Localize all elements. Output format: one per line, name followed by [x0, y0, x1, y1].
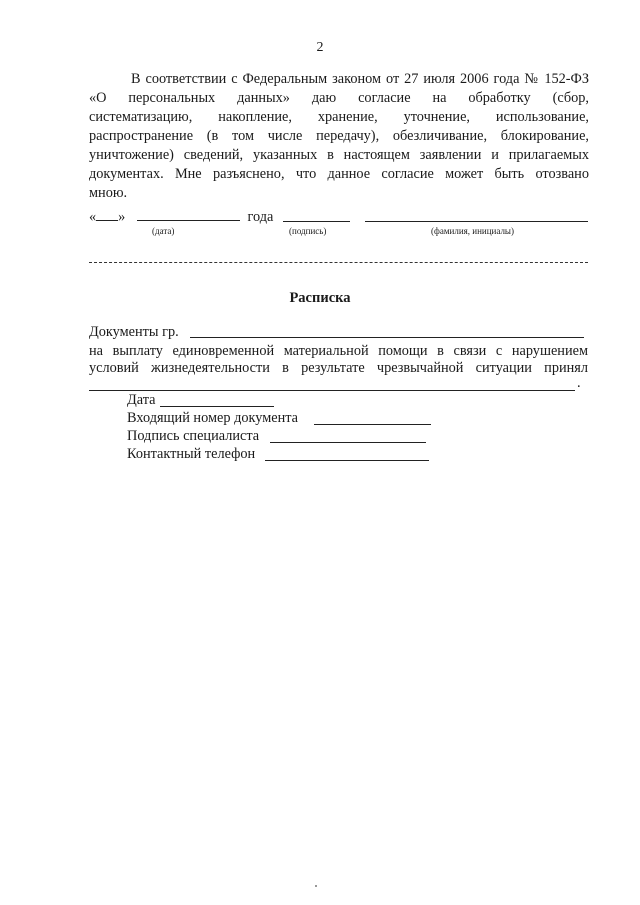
- consent-line: уничтожение) сведений, указанных в настоящем заявлении и прилагаемых: [89, 147, 589, 163]
- signature-caption: (подпись): [289, 226, 327, 236]
- specialist-name-blank[interactable]: [89, 390, 575, 391]
- close-quote: »: [118, 209, 126, 225]
- purpose-line: условий жизнедеятельности в результате чрезвычайной ситуации принял: [89, 360, 588, 376]
- scan-speck: [315, 885, 317, 887]
- page-number: 2: [316, 40, 324, 55]
- field-signature-label: Подпись специалиста: [127, 428, 260, 444]
- consent-paragraph: [89, 70, 589, 203]
- date-caption: (дата): [152, 226, 175, 236]
- cut-line: [89, 262, 588, 263]
- field-number-label: Входящий номер документа: [127, 410, 299, 426]
- documents-row: [89, 324, 179, 341]
- consent-line: В соответствии с Федеральным законом от 27 июля 2006 года № 152-ФЗ: [131, 71, 589, 87]
- consent-line: документах. Мне разъяснено, что данное согласие может быть отозвано: [89, 166, 589, 182]
- name-caption: (фамилия, инициалы): [431, 226, 514, 236]
- end-period: .: [577, 375, 581, 391]
- field-phone-blank[interactable]: [265, 460, 429, 461]
- field-date-label: Дата: [127, 392, 156, 408]
- documents-label: Документы гр.: [89, 324, 179, 340]
- purpose-text: [89, 343, 588, 377]
- month-blank[interactable]: [137, 208, 240, 221]
- consent-line: «О персональных данных» даю согласие на обработку (сбор,: [89, 90, 589, 106]
- year-word: года: [247, 209, 274, 225]
- date-field: [89, 208, 273, 226]
- open-quote: «: [89, 209, 97, 225]
- field-date-blank[interactable]: [160, 406, 274, 407]
- name-blank[interactable]: [365, 221, 588, 222]
- consent-line: систематизацию, накопление, хранение, уточнение, использование,: [89, 109, 589, 125]
- receipt-title: Расписка: [289, 290, 351, 306]
- field-phone-label: Контактный телефон: [127, 446, 256, 462]
- consent-line: распространение (в том числе передачу), обезличивание, блокирование,: [89, 128, 589, 144]
- citizen-name-blank[interactable]: [190, 337, 584, 338]
- field-signature-blank[interactable]: [270, 442, 426, 443]
- signature-blank[interactable]: [283, 221, 350, 222]
- purpose-line: на выплату единовременной материальной помощи в связи с нарушением: [89, 343, 588, 359]
- field-number-blank[interactable]: [314, 424, 431, 425]
- day-blank[interactable]: [96, 208, 118, 221]
- consent-line: мною.: [89, 185, 128, 201]
